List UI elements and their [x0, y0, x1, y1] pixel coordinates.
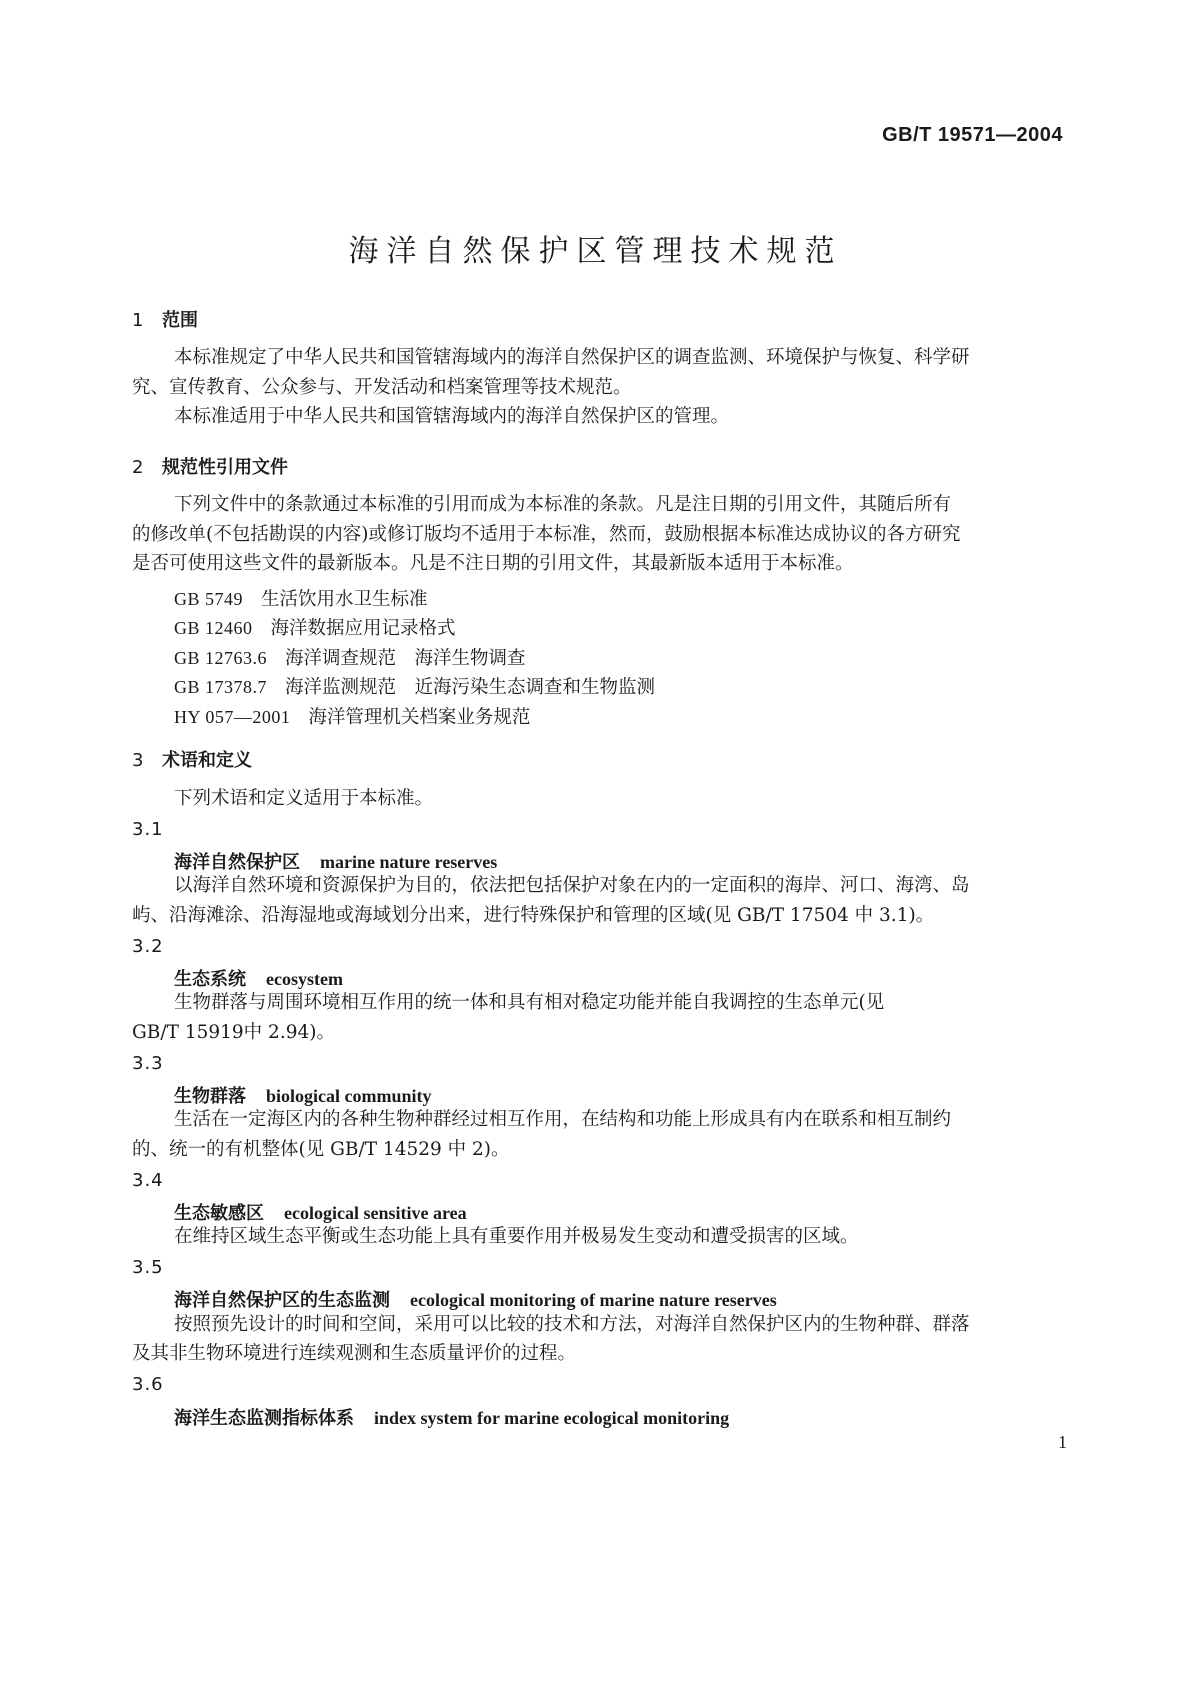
paragraph-line: 究、宣传教育、公众参与、开发活动和档案管理等技术规范。	[132, 377, 632, 398]
term-zh: 生态敏感区	[174, 1203, 264, 1224]
section-number: 3	[132, 750, 144, 771]
reference-code: GB 5749	[174, 589, 244, 609]
reference-title: 生活饮用水卫生标准	[261, 589, 428, 610]
definition-line: 生活在一定海区内的各种生物种群经过相互作用，在结构和功能上形成具有内在联系和相互制约	[174, 1109, 952, 1130]
section-1-heading	[132, 306, 198, 332]
paragraph-line: 的修改单(不包括勘误的内容)或修订版均不适用于本标准，然而，鼓励根据本标准达成协议的各方研究	[132, 524, 961, 545]
paragraph-line: 下列文件中的条款通过本标准的引用而成为本标准的条款。凡是注日期的引用文件，其随后所有	[174, 494, 952, 515]
term-en: ecosystem	[266, 969, 343, 989]
term-en: ecological monitoring of marine nature reserves	[410, 1290, 777, 1310]
reference-code: GB 17378.7	[174, 677, 268, 697]
definition-line: 及其非生物环境进行连续观测和生态质量评价的过程。	[132, 1343, 577, 1364]
term-zh: 生物群落	[174, 1086, 246, 1107]
standard-number: GB/T 19571—2004	[882, 124, 1063, 146]
reference-title: 海洋调查规范 海洋生物调查	[285, 648, 526, 669]
term-heading	[174, 1404, 729, 1430]
term-number: 3.2	[132, 936, 164, 957]
section-title: 范围	[162, 310, 198, 331]
section-2-heading	[132, 453, 288, 479]
definition-line: 屿、沿海滩涂、沿海湿地或海域划分出来，进行特殊保护和管理的区域(见 GB/T 17504 中 3.1)。	[132, 905, 935, 926]
document-title: 海洋自然保护区管理技术规范	[348, 234, 843, 269]
term-zh: 生态系统	[174, 969, 246, 990]
page-number: 1	[1058, 1432, 1067, 1452]
reference-code: GB 12763.6	[174, 648, 268, 668]
term-zh: 海洋自然保护区	[174, 852, 300, 873]
term-heading	[174, 965, 343, 991]
section-number: 1	[132, 310, 144, 331]
section-title: 术语和定义	[162, 750, 252, 771]
term-number: 3.6	[132, 1374, 164, 1395]
reference-item	[174, 614, 456, 640]
definition-line: GB/T 15919中 2.94)。	[132, 1022, 335, 1043]
term-heading	[174, 1286, 777, 1312]
term-zh: 海洋生态监测指标体系	[174, 1408, 354, 1429]
term-heading	[174, 1199, 467, 1225]
reference-title: 海洋管理机关档案业务规范	[308, 707, 531, 728]
term-number: 3.5	[132, 1257, 164, 1278]
definition-line: 以海洋自然环境和资源保护为目的，依法把包括保护对象在内的一定面积的海岸、河口、海湾、岛	[174, 875, 970, 896]
term-heading	[174, 848, 497, 874]
reference-code: GB 12460	[174, 618, 253, 638]
term-number: 3.4	[132, 1170, 164, 1191]
definition-line: 的、统一的有机整体(见 GB/T 14529 中 2)。	[132, 1139, 510, 1160]
section-title: 规范性引用文件	[162, 457, 288, 478]
reference-item	[174, 673, 655, 699]
definition-line: 在维持区域生态平衡或生态功能上具有重要作用并极易发生变动和遭受损害的区域。	[174, 1226, 859, 1247]
paragraph-line: 本标准规定了中华人民共和国管辖海域内的海洋自然保护区的调查监测、环境保护与恢复、科学研	[174, 347, 970, 368]
reference-item	[174, 585, 428, 611]
paragraph-line: 本标准适用于中华人民共和国管辖海域内的海洋自然保护区的管理。	[174, 406, 730, 427]
reference-code: HY 057—2001	[174, 707, 291, 727]
definition-line: 生物群落与周围环境相互作用的统一体和具有相对稳定功能并能自我调控的生态单元(见	[174, 992, 885, 1013]
term-number: 3.1	[132, 819, 164, 840]
reference-item	[174, 644, 526, 670]
section-3-heading	[132, 746, 252, 772]
reference-title: 海洋数据应用记录格式	[270, 618, 456, 639]
term-zh: 海洋自然保护区的生态监测	[174, 1290, 390, 1311]
reference-item	[174, 703, 530, 729]
term-en: biological community	[266, 1086, 432, 1106]
reference-title: 海洋监测规范 近海污染生态调查和生物监测	[285, 677, 656, 698]
term-number: 3.3	[132, 1053, 164, 1074]
section-number: 2	[132, 457, 144, 478]
paragraph-line: 下列术语和定义适用于本标准。	[174, 788, 434, 809]
term-heading	[174, 1082, 432, 1108]
definition-line: 按照预先设计的时间和空间，采用可以比较的技术和方法，对海洋自然保护区内的生物种群、群落	[174, 1314, 970, 1335]
paragraph-line: 是否可使用这些文件的最新版本。凡是不注日期的引用文件，其最新版本适用于本标准。	[132, 553, 854, 574]
term-en: index system for marine ecological monitoring	[374, 1408, 730, 1428]
term-en: ecological sensitive area	[284, 1203, 467, 1223]
term-en: marine nature reserves	[320, 852, 498, 872]
